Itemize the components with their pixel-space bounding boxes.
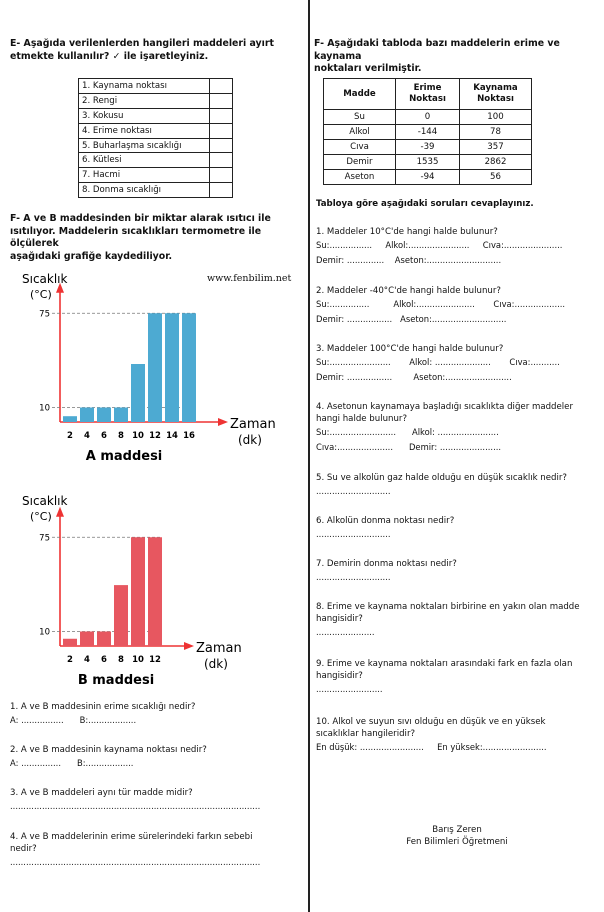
table-cell: Alkol	[324, 125, 396, 140]
question-text: 1. A ve B maddesinin erime sıcaklığı nedir?	[10, 702, 196, 712]
x-tick-label: 8	[118, 431, 124, 441]
author-title: Fen Bilimleri Öğretmeni	[406, 836, 508, 847]
checklist-row	[79, 93, 233, 108]
table-cell: -39	[396, 140, 460, 155]
bar	[97, 632, 111, 647]
answer-blank[interactable]: Su:................ Alkol:....................... Cıva:......................	[316, 240, 563, 250]
checklist-row	[79, 79, 233, 94]
question-text: 6. Alkolün donma noktası nedir?	[316, 516, 455, 526]
section-f-line-2: ısıtılıyor. Maddelerin sıcaklıkları termometre ile ölçülerek	[10, 225, 262, 249]
chart-title: B maddesi	[77, 673, 155, 688]
checklist-checkbox[interactable]	[210, 168, 233, 183]
answer-blank[interactable]: .........................	[316, 684, 383, 694]
answer-blank[interactable]: Demir: ................. Aseton:............................	[316, 314, 507, 324]
x-tick-label: 6	[101, 431, 107, 441]
y-axis-unit: (°C)	[30, 288, 52, 301]
question-text-cont: sıcaklıklar hangileridir?	[316, 729, 416, 739]
table-row	[324, 140, 532, 155]
answer-blank[interactable]: Su:....................... Alkol: ..................... Cıva:...........	[316, 357, 560, 367]
x-tick-label: 12	[149, 655, 161, 665]
table-header-cell: Madde	[324, 79, 396, 110]
right-section-f-heading	[314, 38, 599, 76]
checklist-item-label: 8. Donma sıcaklığı	[79, 183, 210, 198]
table-cell: Demir	[324, 155, 396, 170]
section-e-title: E- Aşağıda verilenlerden hangileri maddeleri ayırt	[10, 38, 274, 49]
question-text-cont: hangisidir?	[316, 614, 363, 624]
x-axis-arrow	[218, 418, 228, 426]
checklist-row	[79, 168, 233, 183]
bar	[63, 639, 77, 646]
table-header-cell: Kaynama Noktası	[460, 79, 532, 110]
section-e-title-2: etmekte kullanılır? ✓ ile işaretleyiniz.	[10, 50, 209, 62]
bar	[80, 632, 94, 647]
bar	[97, 408, 111, 423]
checklist-row	[79, 153, 233, 168]
checklist-item-label: 3. Kokusu	[79, 108, 210, 123]
checklist-checkbox[interactable]	[210, 138, 233, 153]
bar	[131, 364, 145, 422]
right-section-f-line-2: noktaları verilmiştir.	[314, 63, 422, 74]
table-cell: 1535	[396, 155, 460, 170]
question-text: 8. Erime ve kaynama noktaları birbirine en yakın olan madde	[316, 602, 580, 612]
answer-blank[interactable]: ..............................................................................................	[10, 801, 261, 811]
answer-blank[interactable]: Demir: ................. Aseton:.........................	[316, 372, 512, 382]
x-tick-label: 8	[118, 655, 124, 665]
section-f-line-1: F- A ve B maddesinden bir miktar alarak ısıtıcı ile	[10, 213, 271, 224]
x-axis-unit: (dk)	[204, 657, 228, 671]
table-row	[324, 155, 532, 170]
y-tick-label: 75	[39, 309, 50, 320]
table-cell: Aseton	[324, 170, 396, 185]
checklist-item-label: 4. Erime noktası	[79, 123, 210, 138]
question-text: 2. A ve B maddesinin kaynama noktası nedir?	[10, 745, 207, 755]
bar	[114, 585, 128, 646]
checklist-row	[79, 138, 233, 153]
answer-blank[interactable]: Demir: .............. Aseton:............................	[316, 255, 502, 265]
checklist-checkbox[interactable]	[210, 123, 233, 138]
watermark: www.fenbilim.net	[207, 273, 292, 284]
checklist-checkbox[interactable]	[210, 79, 233, 94]
question-text: 4. Asetonun kaynamaya başladığı sıcaklıkta diğer maddeler	[316, 402, 573, 412]
bar	[182, 313, 196, 422]
checklist-item-label: 1. Kaynama noktası	[79, 79, 210, 94]
checklist-item-label: 7. Hacmi	[79, 168, 210, 183]
chart-a-maddesi	[0, 262, 300, 462]
answer-blank[interactable]: A: ................ B:..................	[10, 715, 137, 725]
answer-blank[interactable]: A: ............... B:..................	[10, 758, 134, 768]
checklist-item-label: 6. Kütlesi	[79, 153, 210, 168]
answer-blank[interactable]: Cıva:..................... Demir: .......................	[316, 442, 502, 452]
table-cell: Su	[324, 110, 396, 125]
y-tick-label: 75	[39, 533, 50, 544]
question-text: 1. Maddeler 10°C'de hangi halde bulunur?	[316, 227, 498, 237]
question-text: 2. Maddeler -40°C'de hangi halde bulunur?	[316, 286, 501, 296]
section-f-line-3: aşağıdaki grafiğe kaydediliyor.	[10, 250, 173, 262]
question-text: 10. Alkol ve suyun sıvı olduğu en düşük ve en yüksek	[316, 717, 546, 727]
question-text: 5. Su ve alkolün gaz halde olduğu en düşük sıcaklık nedir?	[316, 473, 567, 483]
checklist-checkbox[interactable]	[210, 108, 233, 123]
checklist-row	[79, 123, 233, 138]
bar	[80, 408, 94, 423]
question-text-cont: hangi halde bulunur?	[316, 414, 408, 424]
checklist-row	[79, 183, 233, 198]
table-row	[324, 125, 532, 140]
x-tick-label: 16	[183, 431, 195, 441]
chart-b-maddesi	[0, 488, 300, 688]
section-e-heading	[10, 38, 300, 63]
table-cell: -94	[396, 170, 460, 185]
bar	[63, 416, 77, 422]
answer-blank[interactable]: Su:......................... Alkol: .......................	[316, 427, 499, 437]
answer-blank[interactable]: ............................	[316, 486, 391, 496]
table-header-cell: Erime Noktası	[396, 79, 460, 110]
y-tick-label: 10	[39, 627, 50, 638]
table-cell: 0	[396, 110, 460, 125]
x-axis-label: Zaman	[196, 641, 242, 656]
x-tick-label: 2	[67, 431, 73, 441]
author-signature	[310, 825, 604, 848]
answer-blank[interactable]: En düşük: ........................ En yüksek:........................	[316, 742, 547, 752]
right-section-f-line-1: F- Aşağıdaki tabloda bazı maddelerin erime ve kaynama	[314, 38, 560, 62]
property-checklist	[78, 78, 233, 198]
y-axis-unit: (°C)	[30, 510, 52, 523]
x-tick-label: 6	[101, 655, 107, 665]
question-text: 9. Erime ve kaynama noktaları arasındaki fark en fazla olan	[316, 659, 573, 669]
answer-blank[interactable]: Su:............... Alkol:...................... Cıva:...................	[316, 299, 566, 309]
checklist-item-label: 5. Buharlaşma sıcaklığı	[79, 138, 210, 153]
x-tick-label: 10	[132, 431, 144, 441]
answer-blank[interactable]: ..............................................................................................	[10, 857, 261, 867]
x-tick-label: 10	[132, 655, 144, 665]
checklist-checkbox[interactable]	[210, 93, 233, 108]
checklist-row	[79, 108, 233, 123]
melting-boiling-table	[323, 78, 532, 185]
question-text: 3. Maddeler 100°C'de hangi halde bulunur?	[316, 344, 504, 354]
x-tick-label: 12	[149, 431, 161, 441]
table-row	[324, 170, 532, 185]
question-text: 3. A ve B maddeleri aynı tür madde midir?	[10, 788, 193, 798]
x-tick-label: 2	[67, 655, 73, 665]
table-cell: 100	[460, 110, 532, 125]
bar	[148, 537, 162, 646]
question-text-cont: hangisidir?	[316, 671, 363, 681]
x-tick-label: 4	[84, 655, 90, 665]
table-cell: -144	[396, 125, 460, 140]
table-cell: Cıva	[324, 140, 396, 155]
table-row	[324, 110, 532, 125]
bar	[131, 537, 145, 646]
answer-blank[interactable]: ......................	[316, 627, 375, 637]
answer-blank[interactable]: ............................	[316, 529, 391, 539]
table-cell: 357	[460, 140, 532, 155]
checklist-checkbox[interactable]	[210, 183, 233, 198]
x-tick-label: 14	[166, 431, 178, 441]
x-axis-unit: (dk)	[238, 433, 262, 447]
x-axis-label: Zaman	[230, 417, 276, 432]
table-cell: 78	[460, 125, 532, 140]
chart-title: A maddesi	[85, 449, 163, 462]
y-tick-label: 10	[39, 403, 50, 414]
table-cell: 56	[460, 170, 532, 185]
question-text: 4. A ve B maddelerinin erime sürelerindeki farkın sebebi	[10, 832, 253, 842]
answer-blank[interactable]: ............................	[316, 572, 391, 582]
y-axis-label: Sıcaklık	[22, 494, 68, 508]
checklist-checkbox[interactable]	[210, 153, 233, 168]
checklist-item-label: 2. Rengi	[79, 93, 210, 108]
y-axis-label: Sıcaklık	[22, 272, 68, 286]
table-instruction: Tabloya göre aşağıdaki soruları cevaplayınız.	[316, 199, 534, 209]
column-divider	[308, 0, 310, 912]
bar	[148, 313, 162, 422]
section-f-intro	[10, 213, 306, 263]
x-tick-label: 4	[84, 431, 90, 441]
bar	[165, 313, 179, 422]
author-name: Barış Zeren	[432, 825, 482, 835]
bar	[114, 408, 128, 423]
y-axis-arrow	[56, 507, 64, 517]
x-axis-arrow	[184, 642, 194, 650]
question-text: 7. Demirin donma noktası nedir?	[316, 559, 457, 569]
table-cell: 2862	[460, 155, 532, 170]
question-text-cont: nedir?	[10, 844, 37, 854]
